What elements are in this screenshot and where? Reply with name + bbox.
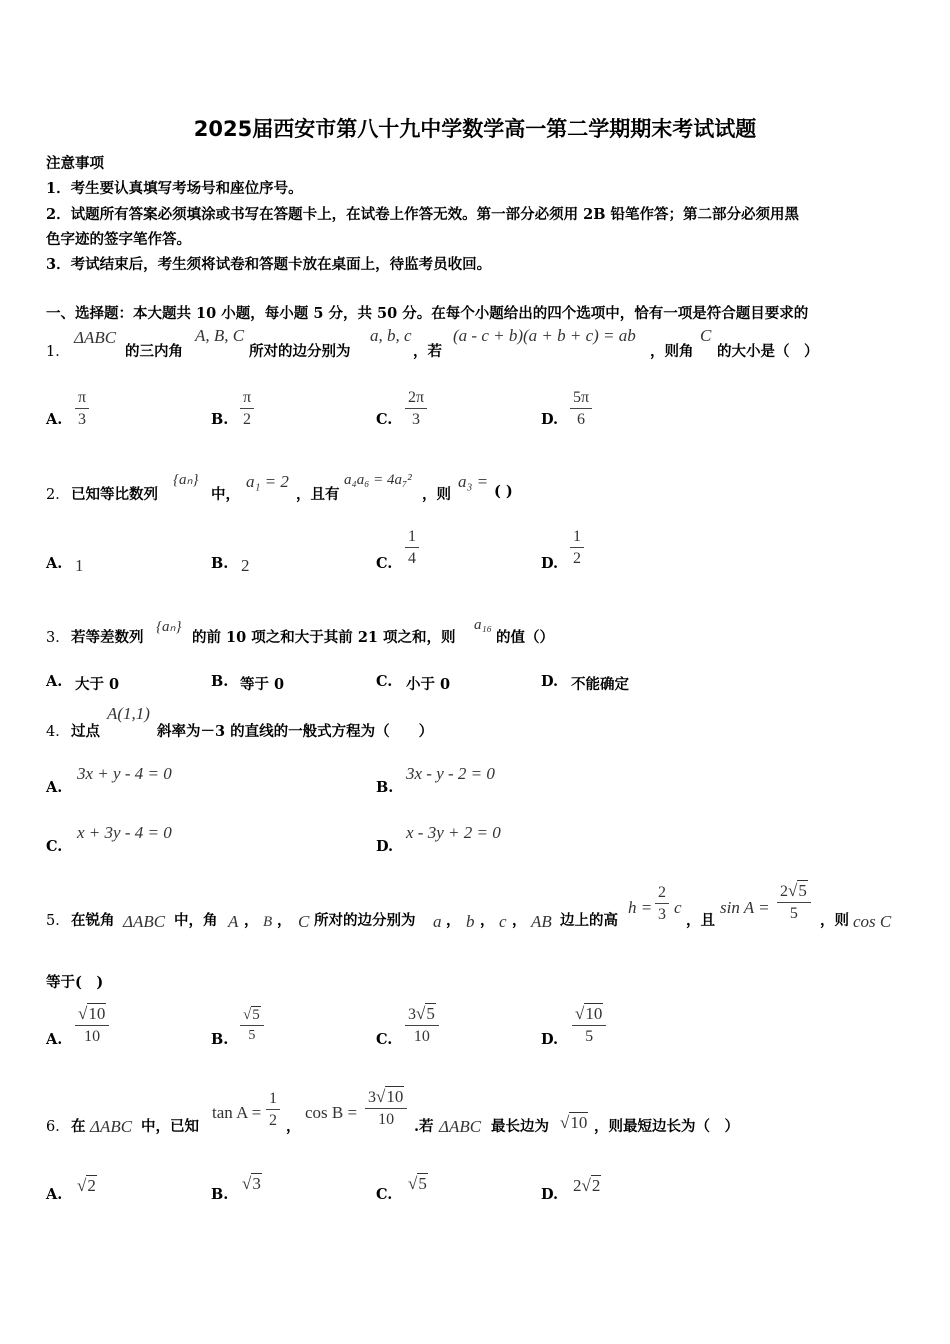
q5-sin-a: sin A =: [720, 898, 770, 917]
q6-triangle-2: ΔABC: [439, 1117, 482, 1136]
q4-option-c: x + 3y - 4 = 0: [77, 823, 172, 842]
q2-sequence: {aₙ}: [173, 472, 199, 488]
notice-item-2a: 2．试题所有答案必须填涂或书写在答题卡上，在试卷上作答无效。第一部分必须用 2B 铅笔作答；第二部分必须用黑: [46, 206, 800, 223]
q3-option-b-label: B.: [211, 673, 229, 690]
q4-option-a-label: A.: [46, 779, 63, 796]
q5-option-c-label: C.: [376, 1031, 393, 1048]
question-4: 4．: [46, 724, 70, 740]
q5-angle-b: B: [263, 914, 273, 930]
question-2: 2．: [46, 487, 70, 503]
q6-option-a: √2: [77, 1176, 96, 1195]
q5-h-frac: $\frac{2}{3}$: [655, 884, 669, 923]
notice-item-3: 3．考试结束后，考生须将试卷和答题卡放在桌面上，待监考员收回。: [46, 256, 492, 273]
q1-option-d-label: D.: [541, 411, 559, 428]
q5-text-1: 在锐角: [71, 912, 115, 929]
q5-cos-c: cos C: [853, 912, 892, 931]
q5-sep-1: ，: [244, 912, 259, 929]
q6-triangle: ΔABC: [90, 1117, 133, 1136]
q5-h: h =: [628, 898, 653, 917]
q6-option-d: 2√2: [573, 1176, 601, 1195]
q2-text-5: ( ): [494, 483, 513, 500]
q5-sep-2: ，: [277, 912, 292, 929]
q6-option-c: √5: [408, 1174, 427, 1193]
page-title: 2025届西安市第八十九中学数学高一第二学期期末考试试题: [193, 117, 757, 141]
q6-tan-frac: $\frac{1}{2}$: [266, 1090, 280, 1129]
q6-text-3: .若: [414, 1118, 434, 1135]
q5-h-c: c: [674, 898, 682, 917]
q5-sin-frac: $\frac{2√5}{5}$: [777, 882, 811, 922]
q5-triangle: ΔABC: [123, 912, 166, 931]
q1-text-1: 的三内角: [125, 343, 183, 360]
q6-sep-1: ，: [286, 1118, 301, 1135]
q2-condition: a₄a₆ = 4a₇²: [344, 472, 412, 488]
q3-option-c: 小于 0: [406, 676, 451, 693]
q5-text-4: 边上的高: [560, 912, 618, 929]
q5-option-b-label: B.: [211, 1031, 229, 1048]
q5-sep-4: ，: [480, 912, 495, 929]
q2-option-c: $\frac{1}{4}$: [405, 528, 419, 567]
q4-text-1: 过点: [71, 723, 100, 740]
q1-triangle: ΔABC: [74, 328, 117, 347]
q3-a16: a₁₆: [474, 617, 492, 633]
q6-cos-frac: $\frac{3√10}{10}$: [365, 1088, 407, 1128]
q4-option-b-label: B.: [376, 779, 394, 796]
q2-option-c-label: C.: [376, 555, 393, 572]
q6-option-b: √3: [242, 1174, 261, 1193]
q5-text-6: ，则: [820, 912, 849, 929]
q5-option-c: $\frac{3√5}{10}$: [405, 1005, 439, 1045]
q3-option-a-label: A.: [46, 673, 63, 690]
q6-text-2: 中，已知: [141, 1118, 199, 1135]
q5-option-a-label: A.: [46, 1031, 63, 1048]
q2-option-a: 1: [75, 556, 84, 575]
q1-equation: (a - c + b)(a + b + c) = ab: [453, 326, 636, 345]
q2-option-d-label: D.: [541, 555, 559, 572]
q2-option-b-label: B.: [211, 555, 229, 572]
notice-item-1: 1．考生要认真填写考场号和座位序号。: [46, 180, 303, 197]
q5-angle-a: A: [228, 912, 239, 931]
q6-option-c-label: C.: [376, 1186, 393, 1203]
q3-option-b: 等于 0: [240, 676, 285, 693]
q5-text-3: 所对的边分别为: [314, 912, 416, 929]
q4-option-d: x - 3y + 2 = 0: [406, 823, 501, 842]
q2-option-b: 2: [241, 556, 250, 575]
q4-option-c-label: C.: [46, 838, 63, 855]
q5-text-2: 中，角: [174, 912, 218, 929]
q1-option-d: $\frac{5\pi}{6}$: [570, 389, 592, 428]
q4-option-d-label: D.: [376, 838, 394, 855]
q6-tan-a: tan A =: [212, 1103, 262, 1122]
question-1: 1．: [46, 344, 70, 360]
notice-item-2b: 色字迹的签字笔作答。: [46, 231, 191, 248]
q5-continuation: 等于( ): [46, 974, 104, 991]
q4-option-a: 3x + y - 4 = 0: [77, 764, 172, 783]
q5-side-b: b: [466, 912, 475, 931]
q3-text-2: 的前 10 项之和大于其前 21 项之和，则: [192, 629, 456, 646]
q6-text-5: ，则最短边长为（ ）: [594, 1118, 739, 1135]
q2-text-1: 已知等比数列: [71, 486, 158, 503]
q5-text-5: ，且: [686, 912, 715, 929]
q1-option-b: $\frac{\pi}{2}$: [240, 389, 254, 428]
q3-option-d-label: D.: [541, 673, 559, 690]
q5-option-d-label: D.: [541, 1031, 559, 1048]
q2-text-4: ，则: [422, 486, 451, 503]
q1-text-3: ，若: [413, 343, 442, 360]
q1-option-a-label: A.: [46, 411, 63, 428]
q1-option-c-label: C.: [376, 411, 393, 428]
q4-point: A(1,1): [107, 704, 150, 723]
q1-text-4: ，则角: [650, 343, 694, 360]
q4-text-2: 斜率为－3 的直线的一般式方程为（ ）: [157, 723, 434, 740]
q3-sequence: {aₙ}: [156, 619, 182, 635]
q2-option-d: $\frac{1}{2}$: [570, 528, 584, 567]
q6-text-4: 最长边为: [491, 1118, 549, 1135]
q5-sep-5: ，: [512, 912, 527, 929]
q5-sep-3: ，: [446, 912, 461, 929]
q1-sides: a, b, c: [370, 326, 412, 345]
q6-cos-b: cos B =: [305, 1103, 358, 1122]
q5-ab: AB: [531, 912, 552, 931]
q6-option-b-label: B.: [211, 1186, 229, 1203]
q1-option-a: $\frac{\pi}{3}$: [75, 389, 89, 428]
q3-text-1: 若等差数列: [71, 629, 144, 646]
question-5: 5．: [46, 913, 70, 929]
q3-option-d: 不能确定: [571, 676, 629, 693]
q5-angle-c: C: [298, 912, 310, 931]
q1-angle-c: C: [700, 326, 712, 345]
q1-option-c: $\frac{2\pi}{3}$: [405, 389, 427, 428]
q5-option-b: $\frac{√5}{5}$: [240, 1007, 264, 1043]
q1-text-5: 的大小是（ ）: [717, 343, 819, 360]
q3-option-c-label: C.: [376, 673, 393, 690]
q6-option-d-label: D.: [541, 1186, 559, 1203]
q1-option-b-label: B.: [211, 411, 229, 428]
q6-text-1: 在: [71, 1118, 86, 1135]
q2-text-2: 中，: [211, 486, 240, 503]
q5-option-d: $\frac{√10}{5}$: [572, 1005, 606, 1045]
q3-text-3: 的值（）: [496, 629, 554, 646]
q1-text-2: 所对的边分别为: [249, 343, 351, 360]
q2-text-3: ，且有: [296, 486, 340, 503]
q2-a1: a₁ = 2: [246, 472, 289, 491]
q5-option-a: $\frac{√10}{10}$: [75, 1005, 109, 1045]
notice-heading: 注意事项: [46, 155, 104, 172]
q5-side-c: c: [499, 912, 507, 931]
q3-option-a: 大于 0: [75, 676, 120, 693]
q2-a3: a₃ =: [458, 472, 489, 491]
q1-angles: A, B, C: [195, 326, 245, 345]
q2-option-a-label: A.: [46, 555, 63, 572]
section-heading: 一、选择题：本大题共 10 小题，每小题 5 分，共 50 分。在每个小题给出的四个选项中，恰有一项是符合题目要求的: [46, 305, 809, 322]
q5-side-a: a: [433, 912, 442, 931]
q6-option-a-label: A.: [46, 1186, 63, 1203]
q6-longest: √10: [560, 1113, 588, 1132]
q4-option-b: 3x - y - 2 = 0: [406, 764, 495, 783]
question-3: 3．: [46, 630, 70, 646]
question-6: 6．: [46, 1119, 70, 1135]
